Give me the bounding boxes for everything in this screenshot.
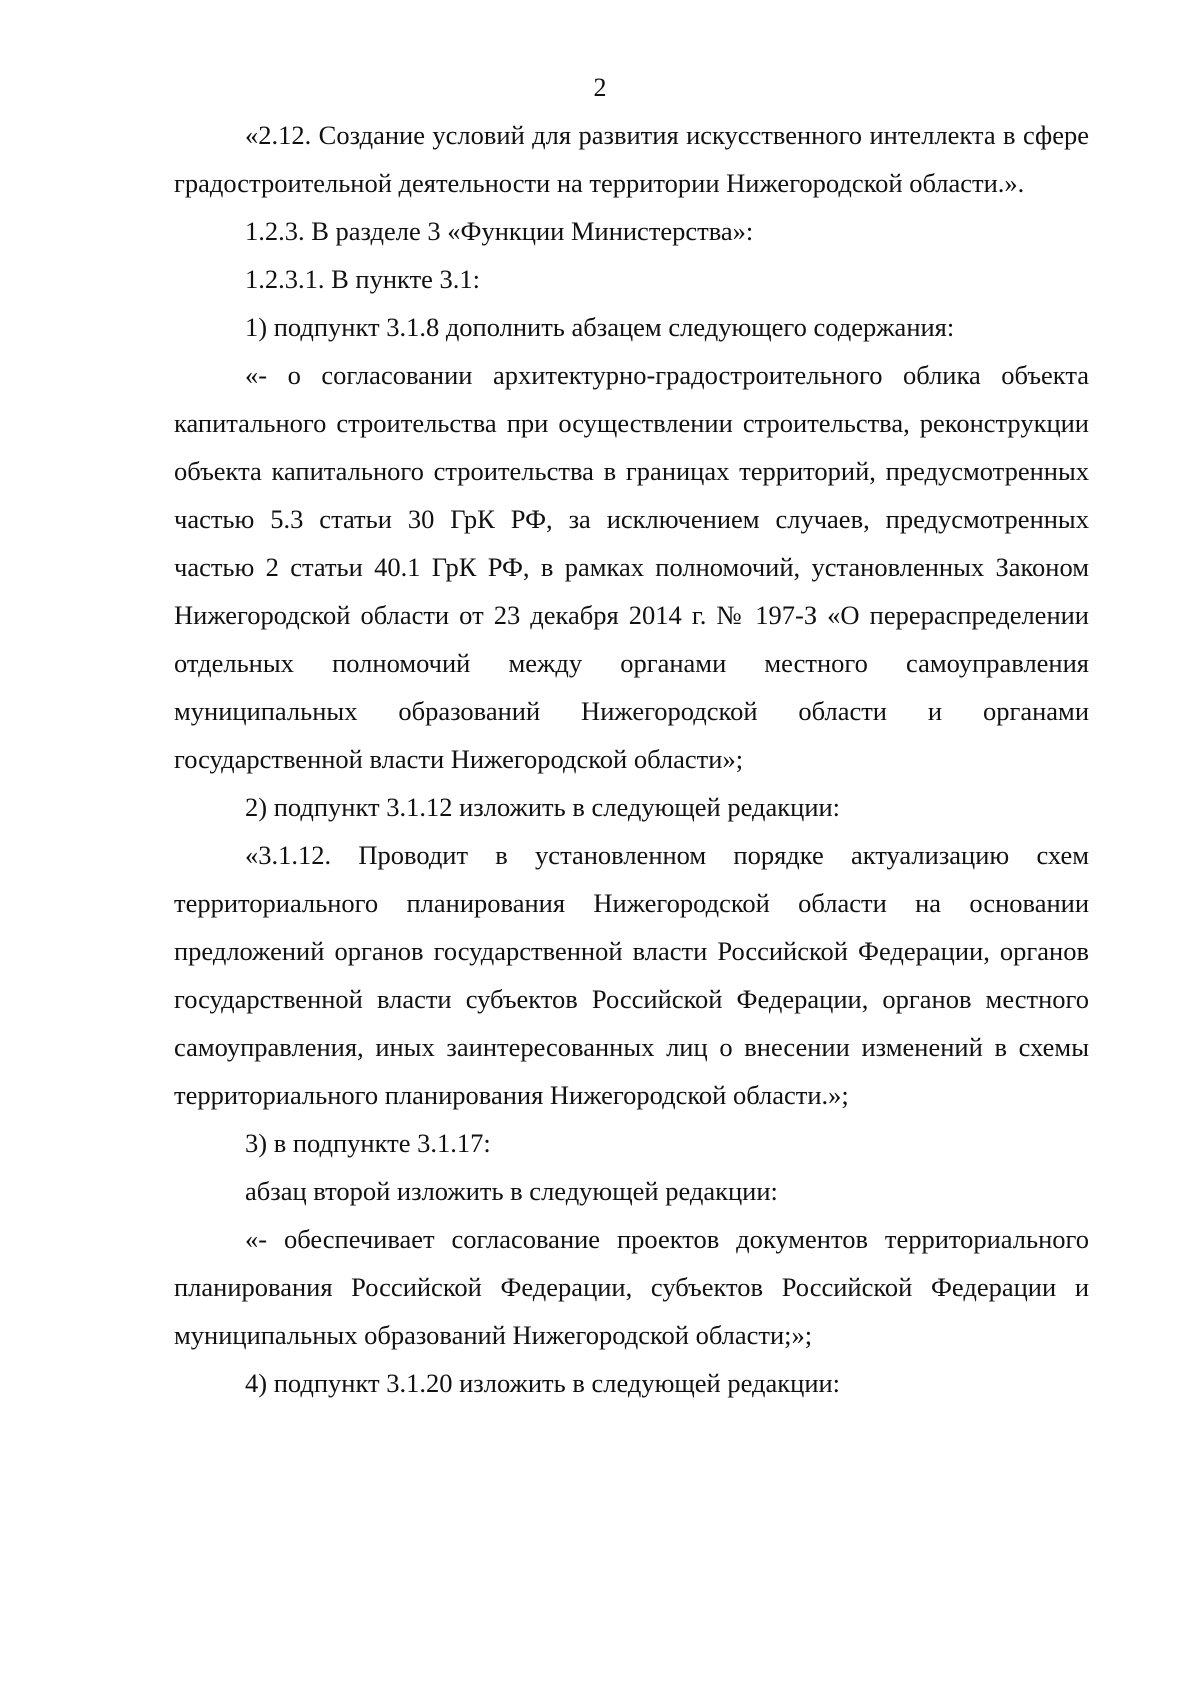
paragraph-quote-3-1-17: «- обеспечивает согласование проектов документов территориального планирования Российской Федерации, субъектов Российской Федерации и муниципальных образований Нижегородской области;»;	[174, 1224, 1089, 1350]
paragraph-item-3: 3) в подпункте 3.1.17:	[245, 1128, 491, 1158]
paragraph-quote-3-1-8: «- о согласовании архитектурно-градостроительного облика объекта капитального строительства при осуществлении строительства, реконструкции объекта капитального строительства в границах территорий, предусмотренных частью 5.3 статьи 30 ГрК РФ, за исключением случаев, предусмотренных частью 2 статьи 40.1 ГрК РФ, в рамках полномочий, установленных Законом Нижегородской области от 23 декабря 2014 г. № 197-З «О перераспределении отдельных полномочий между органами местного самоуправления муниципальных образований Нижегородской области и органами государственной власти Нижегородской области»;	[174, 360, 1089, 774]
document-body	[174, 111, 1089, 1407]
paragraph-1-2-3-1: 1.2.3.1. В пункте 3.1:	[245, 264, 481, 294]
paragraph-quote-3-1-12: «3.1.12. Проводит в установленном порядке актуализацию схем территориального планирования Нижегородской области на основании предложений органов государственной власти Российской Федерации, органов государственной власти субъектов Российской Федерации, органов местного самоуправления, иных заинтересованных лиц о внесении изменений в схемы территориального планирования Нижегородской области.»;	[174, 840, 1089, 1110]
page-number: 2	[593, 73, 607, 102]
paragraph-item-1: 1) подпункт 3.1.8 дополнить абзацем следующего содержания:	[245, 312, 955, 342]
paragraph-item-4: 4) подпункт 3.1.20 изложить в следующей редакции:	[245, 1368, 841, 1398]
paragraph-abzac-second: абзац второй изложить в следующей редакции:	[245, 1176, 778, 1206]
paragraph-1-2-3: 1.2.3. В разделе 3 «Функции Министерства»:	[245, 216, 754, 246]
paragraph-2-12: «2.12. Создание условий для развития искусственного интеллекта в сфере градостроительной деятельности на территории Нижегородской области.».	[174, 120, 1089, 198]
paragraph-item-2: 2) подпункт 3.1.12 изложить в следующей редакции:	[245, 792, 841, 822]
